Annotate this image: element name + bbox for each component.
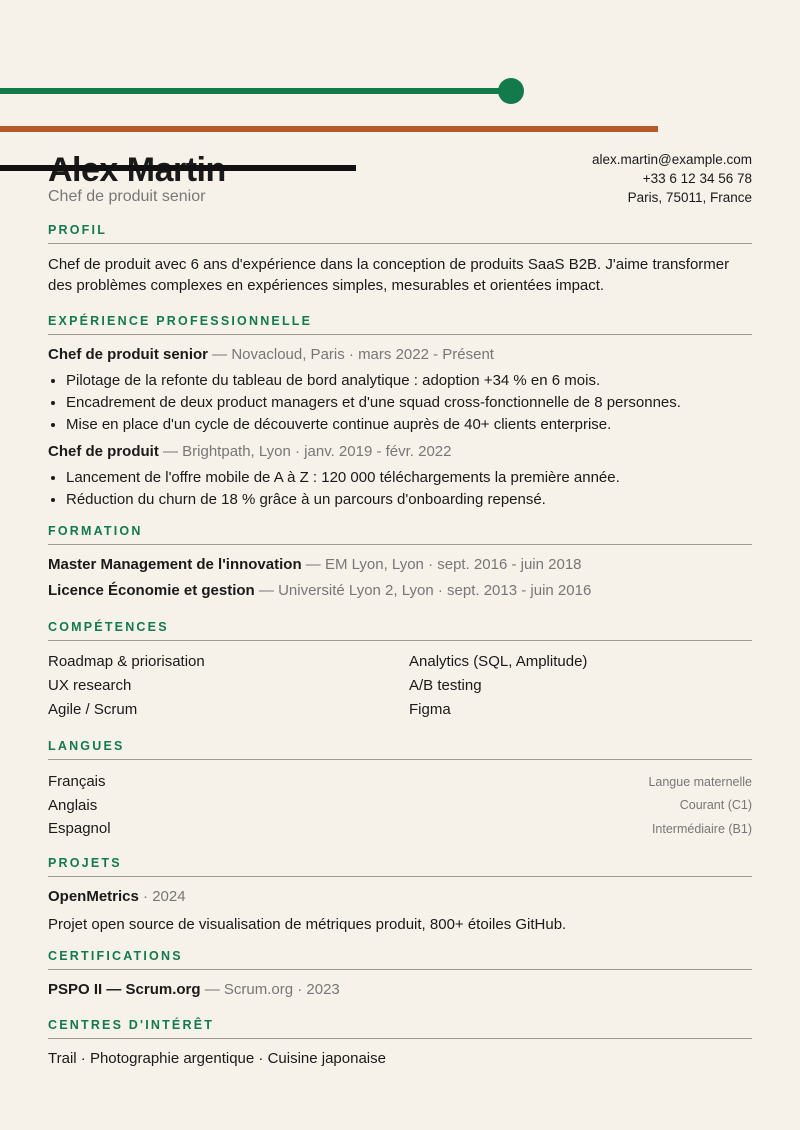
section-heading: COMPÉTENCES bbox=[48, 620, 752, 641]
language-row bbox=[48, 817, 752, 841]
interests-text: Trail · Photographie argentique · Cuisine japonaise bbox=[48, 1050, 386, 1067]
language-row bbox=[48, 794, 752, 818]
candidate-title: Chef de produit senior bbox=[48, 188, 206, 205]
contact-phone[interactable]: +33 6 12 34 56 78 bbox=[642, 171, 752, 186]
job-bullet: • Lancement de l'offre mobile de A à Z : 120 000 téléchargements la première année. bbox=[66, 467, 752, 489]
education-meta: EM Lyon, Lyon · sept. 2016 - juin 2018 bbox=[324, 556, 582, 573]
profil-text: Chef de produit avec 6 ans d'expérience dans la conception de produits SaaS B2B. J'aime transformer des problèmes complexes en expériences simples, mesurables et orientées impact. bbox=[48, 256, 730, 294]
decorative-green-dot bbox=[498, 78, 524, 104]
section-heading: PROFIL bbox=[48, 223, 752, 244]
job-meta: — Novacloud, Paris · mars 2022 - Présent bbox=[208, 346, 494, 363]
education-meta: Université Lyon 2, Lyon · sept. 2013 - juin 2016 bbox=[278, 582, 592, 599]
job-bullet: • Réduction du churn de 18 % grâce à un parcours d'onboarding repensé. bbox=[66, 489, 752, 511]
education-degree: Master Management de l'innovation bbox=[48, 556, 302, 573]
section-profil bbox=[48, 223, 752, 296]
project-name: OpenMetrics bbox=[48, 888, 139, 905]
job-bullets bbox=[48, 467, 752, 511]
education-degree: Licence Économie et gestion bbox=[48, 582, 255, 599]
section-heading: CENTRES D'INTÉRÊT bbox=[48, 1018, 752, 1039]
decorative-orange-line bbox=[0, 126, 658, 132]
skill-item: Figma bbox=[409, 701, 451, 718]
section-projets bbox=[48, 856, 752, 935]
skills-grid bbox=[48, 651, 752, 720]
section-heading: LANGUES bbox=[48, 739, 752, 760]
job-bullet: • Mise en place d'un cycle de découverte continue auprès de 40+ clients enterprise. bbox=[66, 414, 752, 436]
section-certifications bbox=[48, 949, 752, 1000]
skill-item: Roadmap & priorisation bbox=[48, 653, 205, 670]
section-langues bbox=[48, 739, 752, 841]
project-header: OpenMetrics · 2024 bbox=[48, 888, 186, 905]
skill-item: Agile / Scrum bbox=[48, 701, 138, 718]
certification-name: PSPO II — Scrum.org bbox=[48, 981, 201, 998]
contact-email[interactable]: alex.martin@example.com bbox=[591, 152, 752, 167]
certification-entry: PSPO II — Scrum.org — Scrum.org · 2023 bbox=[48, 981, 340, 998]
language-name: Français bbox=[48, 773, 106, 791]
certification-meta: Scrum.org · 2023 bbox=[223, 981, 340, 998]
job-bullets bbox=[48, 370, 752, 436]
education-entry: Master Management de l'innovation — EM Lyon, Lyon · sept. 2016 - juin 2018 bbox=[48, 556, 582, 573]
project-description: Projet open source de visualisation de métriques produit, 800+ étoiles GitHub. bbox=[48, 916, 567, 933]
decorative-green-line bbox=[0, 88, 512, 94]
job-header bbox=[48, 345, 752, 365]
job-role: Chef de produit senior bbox=[48, 346, 209, 363]
contact-location: Paris, 75011, France bbox=[627, 190, 752, 205]
project-year: 2024 bbox=[152, 888, 186, 905]
job-entry bbox=[48, 345, 752, 436]
language-row bbox=[48, 770, 752, 794]
language-level: Courant (C1) bbox=[679, 798, 752, 813]
skill-item: Analytics (SQL, Amplitude) bbox=[409, 653, 588, 670]
job-header bbox=[48, 442, 752, 462]
job-bullet: • Encadrement de deux product managers et d'une squad cross-fonctionnelle de 8 personnes. bbox=[66, 392, 752, 414]
language-level: Langue maternelle bbox=[648, 774, 752, 789]
section-formation bbox=[48, 524, 752, 607]
section-heading: PROJETS bbox=[48, 856, 752, 877]
section-heading: EXPÉRIENCE PROFESSIONNELLE bbox=[48, 314, 752, 335]
decorative-black-line bbox=[0, 165, 356, 171]
section-competences bbox=[48, 620, 752, 720]
section-heading: FORMATION bbox=[48, 524, 752, 545]
section-experience bbox=[48, 314, 752, 517]
education-entry: Licence Économie et gestion — Université Lyon 2, Lyon · sept. 2013 - juin 2016 bbox=[48, 582, 592, 599]
job-entry bbox=[48, 442, 752, 511]
skill-item: A/B testing bbox=[409, 677, 482, 694]
language-name: Anglais bbox=[48, 796, 98, 814]
job-role: Chef de produit bbox=[48, 443, 159, 460]
section-heading: CERTIFICATIONS bbox=[48, 949, 752, 970]
job-meta: — Brightpath, Lyon · janv. 2019 - févr. 2022 bbox=[158, 443, 452, 460]
language-level: Intermédiaire (B1) bbox=[651, 821, 752, 836]
section-interets bbox=[48, 1018, 752, 1069]
language-name: Espagnol bbox=[48, 820, 111, 838]
job-bullet: • Pilotage de la refonte du tableau de bord analytique : adoption +34 % en 6 mois. bbox=[66, 370, 752, 392]
contact-block bbox=[592, 150, 752, 207]
skill-item: UX research bbox=[48, 677, 132, 694]
